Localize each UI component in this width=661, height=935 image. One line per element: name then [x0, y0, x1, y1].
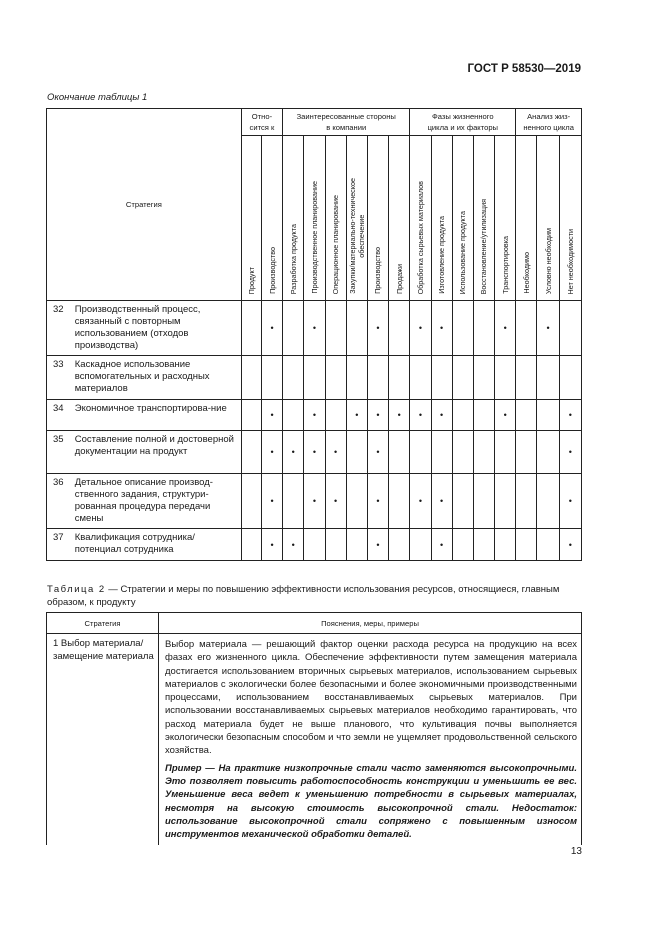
applicability-mark: •: [325, 431, 346, 474]
empty-cell: [452, 301, 473, 356]
applicability-mark: •: [367, 474, 388, 529]
group-header-stakeholders: Заинтересованные стороны в компании: [283, 109, 410, 136]
applicability-mark: •: [346, 400, 367, 431]
table2-caption-text: — Стратегии и меры по повышению эффективности использования ресурсов, относящиеся, главным образом, к продукту: [47, 584, 560, 608]
applicability-mark: •: [261, 529, 282, 561]
empty-cell: [389, 356, 410, 400]
empty-cell: [346, 529, 367, 561]
column-header: [495, 136, 516, 301]
empty-cell: [346, 356, 367, 400]
applicability-mark: •: [410, 474, 431, 529]
empty-cell: [495, 356, 516, 400]
empty-cell: [410, 356, 431, 400]
table2-caption: [47, 583, 587, 609]
empty-cell: [537, 529, 559, 561]
applicability-mark: •: [325, 474, 346, 529]
applicability-mark: •: [304, 400, 325, 431]
column-header: [389, 136, 410, 301]
empty-cell: [452, 356, 473, 400]
column-header: [346, 136, 367, 301]
empty-cell: [495, 529, 516, 561]
empty-cell: [516, 431, 537, 474]
applicability-mark: •: [559, 529, 581, 561]
column-header: [410, 136, 431, 301]
empty-cell: [516, 474, 537, 529]
empty-cell: [452, 400, 473, 431]
row-strategy-text: Экономичное транспортирова-ние: [75, 400, 242, 431]
column-header-label: Производство: [267, 247, 277, 294]
empty-cell: [325, 400, 346, 431]
column-header-label: Необходимо: [521, 252, 531, 294]
empty-cell: [410, 431, 431, 474]
row-strategy-text: Производственный процесс, связанный с повторным использованием (отходов производства): [75, 301, 242, 356]
column-header-label: Обработка сырьевых материалов: [415, 180, 425, 294]
empty-cell: [452, 431, 473, 474]
row-number: 34: [47, 400, 75, 431]
column-header: [537, 136, 559, 301]
page-number: 13: [570, 846, 582, 857]
strategy-column-header: Стратегия: [47, 109, 242, 301]
applicability-mark: •: [559, 400, 581, 431]
row-number: 35: [47, 431, 75, 474]
standard-number: ГОСТ Р 58530—2019: [467, 63, 581, 75]
empty-cell: [559, 356, 581, 400]
empty-cell: [389, 474, 410, 529]
applicability-mark: •: [304, 474, 325, 529]
empty-cell: [473, 356, 494, 400]
empty-cell: [537, 431, 559, 474]
row-number: 33: [47, 356, 75, 400]
empty-cell: [325, 301, 346, 356]
applicability-mark: •: [367, 301, 388, 356]
applicability-mark: •: [367, 431, 388, 474]
empty-cell: [516, 301, 537, 356]
column-header-label: Разработка продукта: [288, 223, 298, 294]
column-header-label: Производство: [373, 247, 383, 294]
empty-cell: [473, 474, 494, 529]
group-header-lifecycle: Фазы жизненного цикла и их факторы: [410, 109, 516, 136]
column-header: [261, 136, 282, 301]
table-row: [47, 529, 582, 561]
applicability-mark: •: [431, 474, 452, 529]
applicability-mark: •: [410, 400, 431, 431]
empty-cell: [431, 431, 452, 474]
column-header: [473, 136, 494, 301]
column-header: [431, 136, 452, 301]
empty-cell: [431, 356, 452, 400]
applicability-mark: •: [559, 431, 581, 474]
empty-cell: [473, 400, 494, 431]
empty-cell: [241, 400, 261, 431]
applicability-mark: •: [495, 400, 516, 431]
applicability-mark: •: [261, 474, 282, 529]
applicability-mark: •: [495, 301, 516, 356]
table-row: [47, 356, 582, 400]
empty-cell: [389, 431, 410, 474]
empty-cell: [241, 529, 261, 561]
empty-cell: [346, 431, 367, 474]
empty-cell: [304, 529, 325, 561]
column-header-label: Условно необходим: [543, 227, 553, 294]
product-strategies-table: [46, 612, 582, 845]
empty-cell: [516, 400, 537, 431]
empty-cell: [241, 431, 261, 474]
empty-cell: [283, 356, 304, 400]
table2-notes-header: Пояснения, меры, примеры: [159, 613, 582, 634]
table2-example: Пример — На практике низкопрочные стали часто заменяются высокопрочными. Это позволяет повысить работоспособность конструкции и уменьшить ее вес. Уменьшение веса ведет к уменьшению потребности в сырьевых материалах, несмотря на высокую стоимость высокопрочной стали. Недостаток: использование высокопрочной стали сопряжено с повышенным износом инструментов механической обработки деталей.: [165, 762, 577, 841]
column-header: [241, 136, 261, 301]
applicability-mark: •: [537, 301, 559, 356]
empty-cell: [410, 529, 431, 561]
empty-cell: [495, 474, 516, 529]
column-header: [452, 136, 473, 301]
row-strategy-text: Квалификация сотрудника/ потенциал сотрудника: [75, 529, 242, 561]
empty-cell: [473, 529, 494, 561]
empty-cell: [283, 301, 304, 356]
row-strategy-text: Каскадное использование вспомогательных и расходных материалов: [75, 356, 242, 400]
row-strategy-text: Детальное описание производ-ственного задания, структури-рованная процедура передачи смены: [75, 474, 242, 529]
applicability-mark: •: [431, 400, 452, 431]
empty-cell: [537, 400, 559, 431]
applicability-mark: •: [559, 474, 581, 529]
row-strategy-text: Составление полной и достоверной документации на продукт: [75, 431, 242, 474]
applicability-mark: •: [304, 431, 325, 474]
empty-cell: [452, 529, 473, 561]
applicability-mark: •: [431, 529, 452, 561]
table-row: [47, 431, 582, 474]
applicability-mark: •: [261, 431, 282, 474]
table-row: [47, 400, 582, 431]
applicability-mark: •: [261, 400, 282, 431]
table2-row-strategy: 1 Выбор материала/ замещение материала: [47, 634, 159, 846]
column-header-label: Закупки/материально-техническое обеспечение: [347, 178, 366, 294]
strategy-matrix-table: [46, 108, 582, 561]
empty-cell: [283, 400, 304, 431]
column-header: [325, 136, 346, 301]
column-header: [304, 136, 325, 301]
applicability-mark: •: [431, 301, 452, 356]
empty-cell: [241, 301, 261, 356]
empty-cell: [346, 301, 367, 356]
empty-cell: [241, 474, 261, 529]
empty-cell: [495, 431, 516, 474]
table1-caption: Окончание таблицы 1: [47, 92, 148, 103]
empty-cell: [473, 431, 494, 474]
empty-cell: [559, 301, 581, 356]
table-row: [47, 301, 582, 356]
applicability-mark: •: [261, 301, 282, 356]
empty-cell: [261, 356, 282, 400]
group-header-lca: Анализ жиз- ненного цикла: [516, 109, 582, 136]
empty-cell: [452, 474, 473, 529]
column-header-label: Продукт: [246, 266, 256, 294]
table2-caption-label: Таблица 2: [47, 584, 106, 595]
applicability-mark: •: [304, 301, 325, 356]
table2-strategy-header: Стратегия: [47, 613, 159, 634]
row-number: 32: [47, 301, 75, 356]
column-header: [283, 136, 304, 301]
table2-row-notes: [159, 634, 582, 846]
empty-cell: [367, 356, 388, 400]
empty-cell: [304, 356, 325, 400]
group-header-relates: Отно- сится к: [241, 109, 282, 136]
column-header: [559, 136, 581, 301]
table2-paragraph: Выбор материала — решающий фактор оценки расхода ресурса на продукцию на всех фазах его жизненного цикла. Обеспечение эффективности путем замещения материала достигается использованием вторичных сырьевых материалов, использованием сырьевых материалов с экологически более безопасными и более экономичными производственными процессами, использованием восстанавливаемых сырьевых материалов. При использовании восстанавливаемых сырьевых материалов необходимо гарантировать, что расход материала будет не выше планового, что культивация почвы выполняется экологически безопасным способом и что земли не ущемляет продовольственной сельского хозяйства.: [165, 639, 577, 757]
empty-cell: [389, 301, 410, 356]
empty-cell: [325, 529, 346, 561]
applicability-mark: •: [410, 301, 431, 356]
empty-cell: [473, 301, 494, 356]
empty-cell: [537, 474, 559, 529]
empty-cell: [537, 356, 559, 400]
applicability-mark: •: [283, 431, 304, 474]
column-header-label: Использование продукта: [458, 210, 468, 294]
table-row: [47, 474, 582, 529]
column-header: [516, 136, 537, 301]
empty-cell: [516, 356, 537, 400]
applicability-mark: •: [367, 400, 388, 431]
applicability-mark: •: [367, 529, 388, 561]
column-header-label: Транспортировка: [500, 236, 510, 294]
applicability-mark: •: [283, 529, 304, 561]
column-header-label: Изготовление продукта: [437, 216, 447, 294]
column-header-label: Нет необходимости: [565, 228, 575, 294]
empty-cell: [283, 474, 304, 529]
column-header-label: Производственное планирование: [309, 181, 319, 294]
empty-cell: [241, 356, 261, 400]
column-header-label: Операционное планирование: [331, 194, 341, 294]
empty-cell: [325, 356, 346, 400]
column-header-label: Продажи: [394, 263, 404, 294]
empty-cell: [516, 529, 537, 561]
empty-cell: [346, 474, 367, 529]
column-header: [367, 136, 388, 301]
row-number: 37: [47, 529, 75, 561]
row-number: 36: [47, 474, 75, 529]
empty-cell: [389, 529, 410, 561]
applicability-mark: •: [389, 400, 410, 431]
column-header-label: Восстановление/утилизация: [479, 198, 489, 294]
